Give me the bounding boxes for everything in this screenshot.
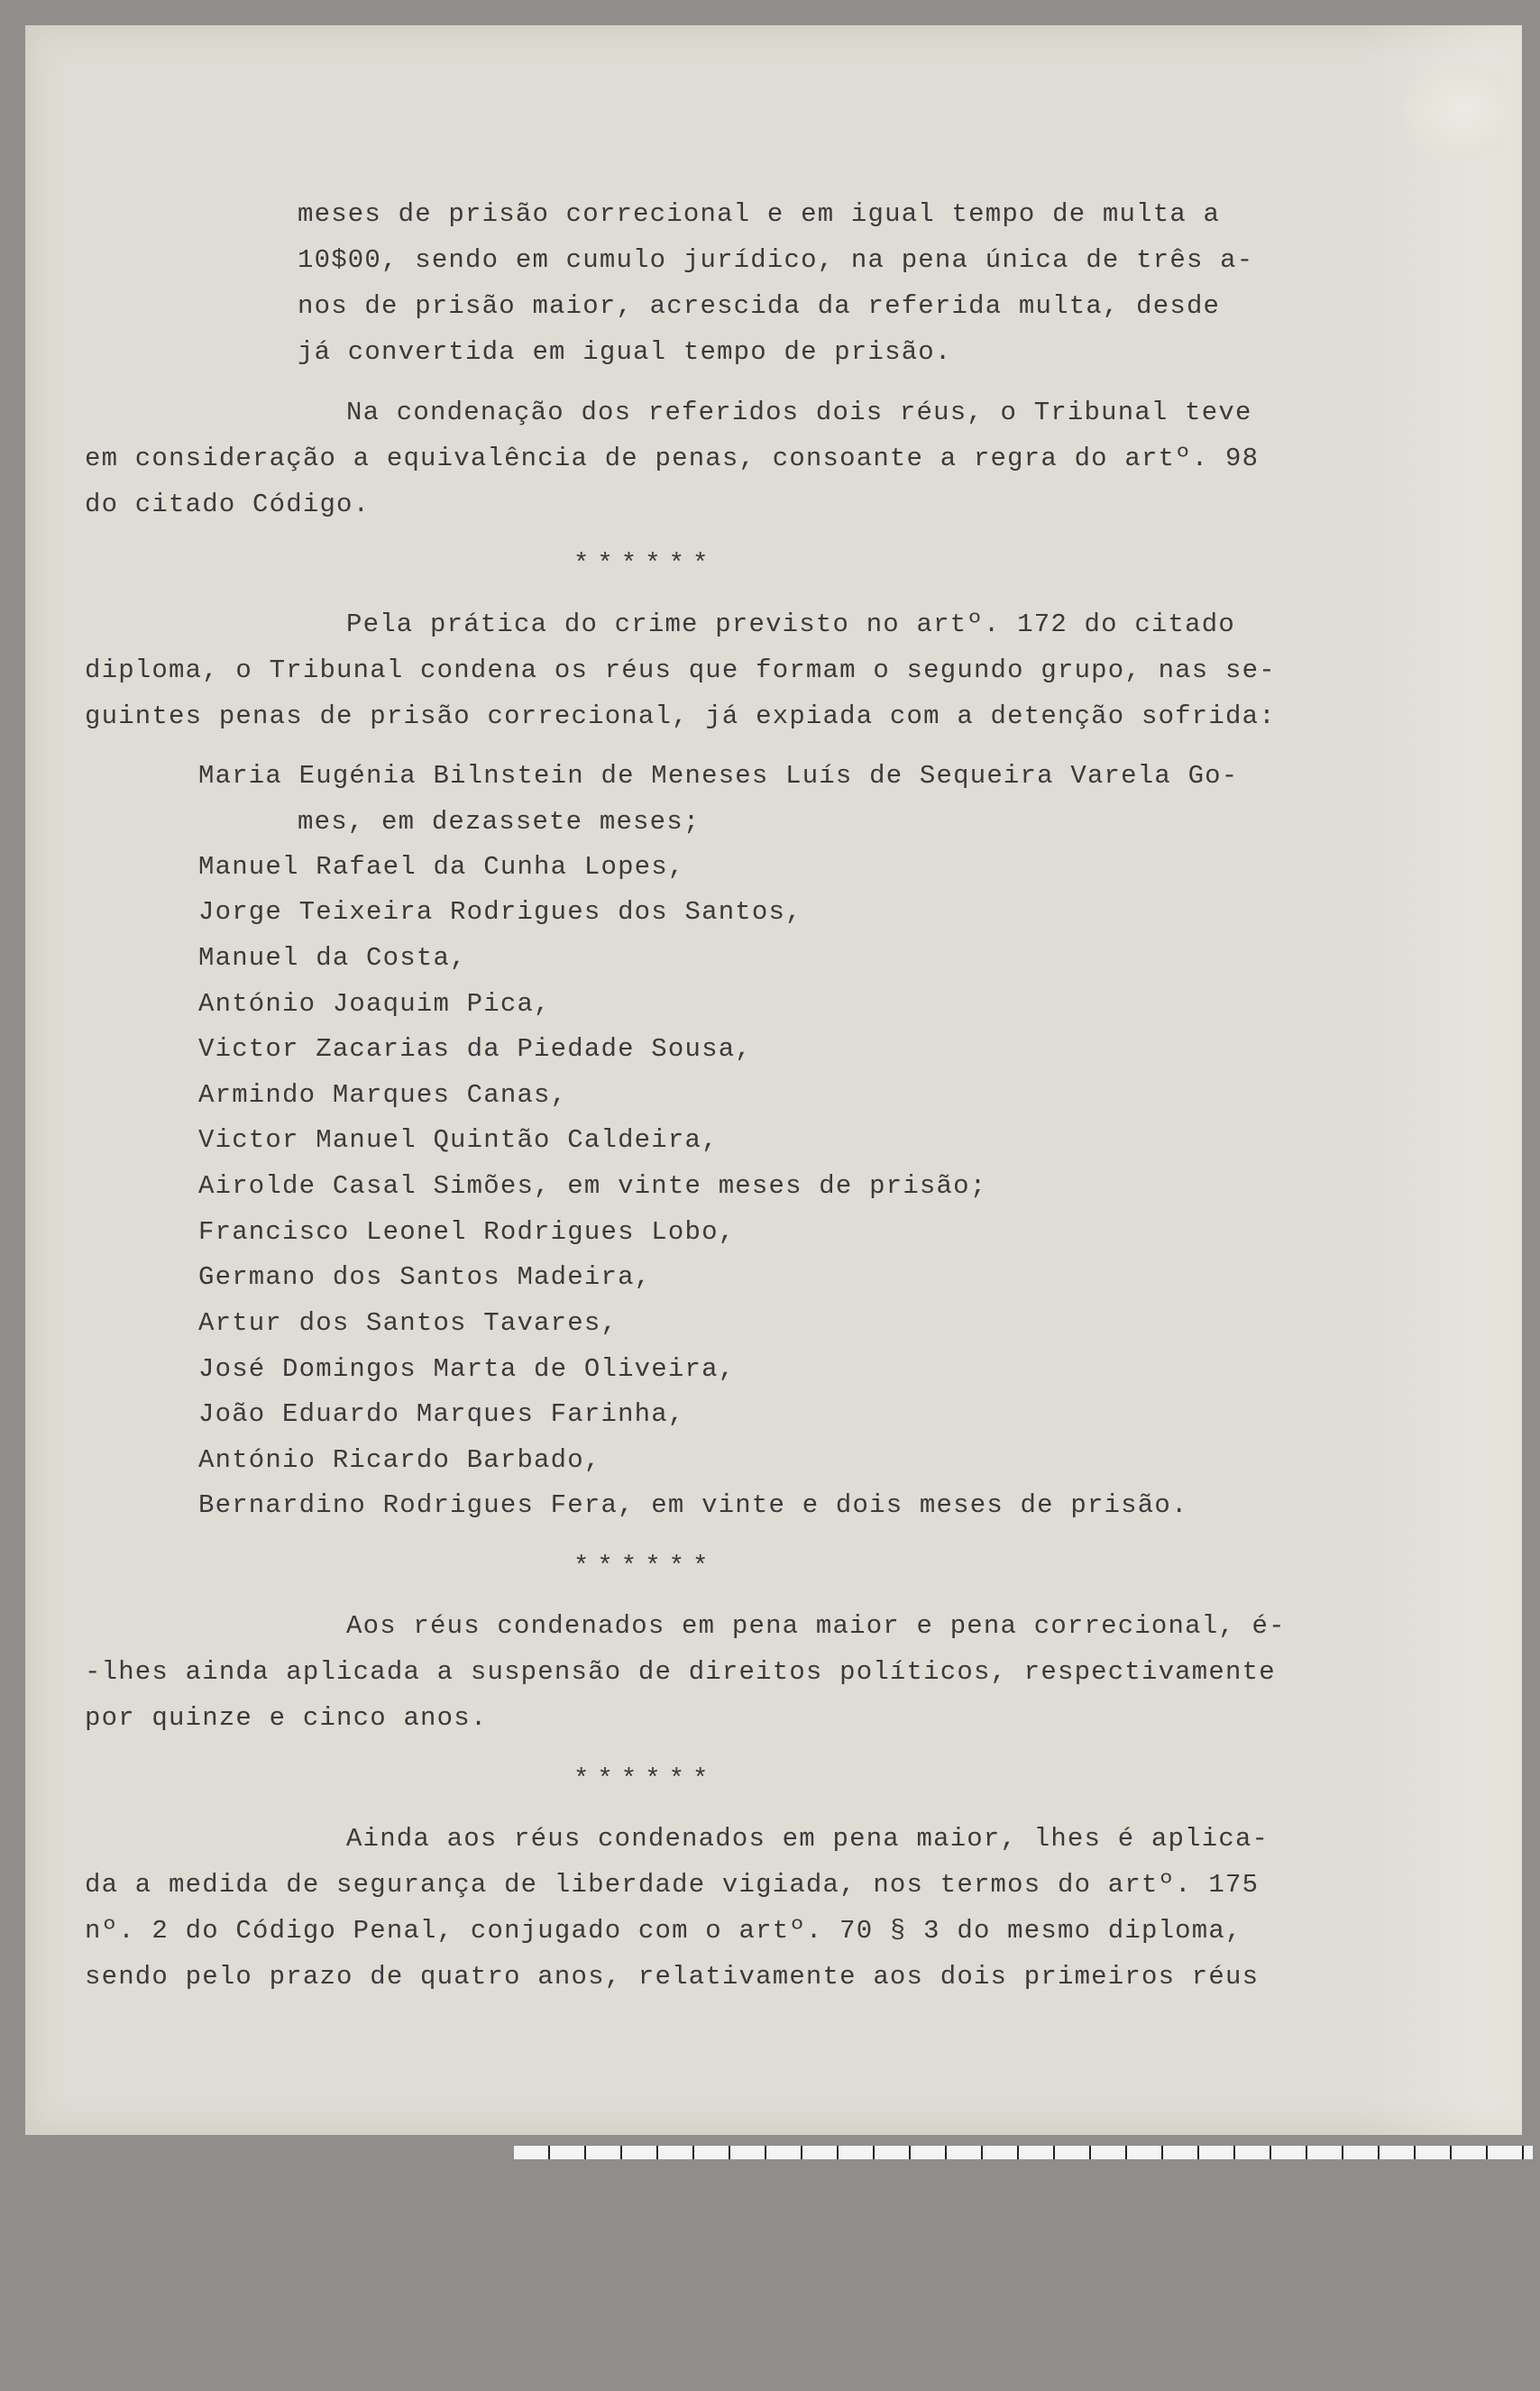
text-line: diploma, o Tribunal condena os réus que formam o segundo grupo, nas se- xyxy=(85,655,1276,685)
text-line: guintes penas de prisão correcional, já expiada com a detenção sofrida: xyxy=(85,701,1276,731)
text-line: por quinze e cinco anos. xyxy=(85,1703,488,1733)
defendant-line: Manuel da Costa, xyxy=(198,943,467,973)
text-line: Pela prática do crime previsto no artº. 172 do citado xyxy=(346,609,1235,639)
text-line: sendo pelo prazo de quatro anos, relativamente aos dois primeiros réus xyxy=(85,1962,1260,1992)
text-line: nos de prisão maior, acrescida da referida multa, desde xyxy=(298,291,1221,321)
text-line: Ainda aos réus condenados em pena maior, lhes é aplica- xyxy=(346,1824,1270,1854)
torn-corner xyxy=(1405,61,1504,160)
text-line: da a medida de segurança de liberdade vigiada, nos termos do artº. 175 xyxy=(85,1870,1260,1900)
text-line: meses de prisão correcional e em igual tempo de multa a xyxy=(298,199,1221,229)
defendant-line: José Domingos Marta de Oliveira, xyxy=(198,1354,736,1384)
text-line: Na condenação dos referidos dois réus, o Tribunal teve xyxy=(346,398,1252,427)
text-line: já convertida em igual tempo de prisão. xyxy=(298,337,952,367)
section-separator: ****** xyxy=(573,549,717,579)
text-line: Aos réus condenados em pena maior e pena correcional, é- xyxy=(346,1611,1286,1641)
text-line: 10$00, sendo em cumulo jurídico, na pena única de três a- xyxy=(298,245,1254,275)
page-edge-shade xyxy=(1360,25,1522,2135)
defendant-line: Bernardino Rodrigues Fera, em vinte e dois meses de prisão. xyxy=(198,1490,1188,1520)
defendant-line: Victor Manuel Quintão Caldeira, xyxy=(198,1125,719,1155)
defendant-line: Manuel Rafael da Cunha Lopes, xyxy=(198,852,685,882)
defendant-line: António Ricardo Barbado, xyxy=(198,1445,601,1475)
section-separator: ****** xyxy=(573,1764,717,1794)
defendant-line: Artur dos Santos Tavares, xyxy=(198,1308,619,1338)
defendant-line: António Joaquim Pica, xyxy=(198,989,551,1019)
text-line: nº. 2 do Código Penal, conjugado com o artº. 70 § 3 do mesmo diploma, xyxy=(85,1916,1242,1946)
defendant-line: Germano dos Santos Madeira, xyxy=(198,1262,652,1292)
section-separator: ****** xyxy=(573,1552,717,1581)
defendant-line: mes, em dezassete meses; xyxy=(298,807,701,837)
defendant-line: Airolde Casal Simões, em vinte meses de prisão; xyxy=(198,1171,987,1201)
text-line: em consideração a equivalência de penas, consoante a regra do artº. 98 xyxy=(85,444,1260,473)
scale-ruler xyxy=(514,2146,1533,2159)
text-line: do citado Código. xyxy=(85,490,371,519)
defendant-line: Maria Eugénia Bilnstein de Meneses Luís de Sequeira Varela Go- xyxy=(198,761,1239,791)
text-line: -lhes ainda aplicada a suspensão de direitos políticos, respectivamente xyxy=(85,1657,1276,1687)
defendant-line: Francisco Leonel Rodrigues Lobo, xyxy=(198,1217,736,1247)
defendant-line: Jorge Teixeira Rodrigues dos Santos, xyxy=(198,897,802,927)
defendant-line: Victor Zacarias da Piedade Sousa, xyxy=(198,1034,752,1064)
defendant-line: João Eduardo Marques Farinha, xyxy=(198,1399,685,1429)
defendant-line: Armindo Marques Canas, xyxy=(198,1080,568,1110)
